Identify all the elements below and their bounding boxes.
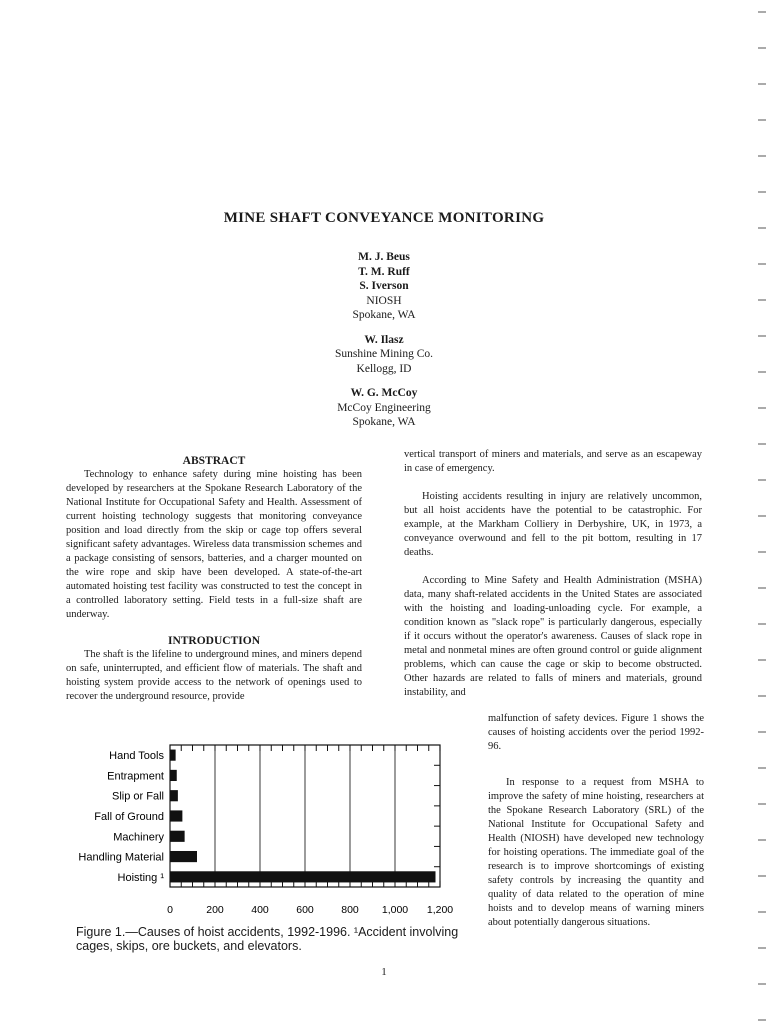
category-label: Slip or Fall bbox=[112, 790, 164, 803]
bar-machinery bbox=[170, 831, 185, 842]
category-label: Handling Material bbox=[78, 851, 164, 864]
bar-fall-of-ground bbox=[170, 810, 182, 821]
paper-title: MINE SHAFT CONVEYANCE MONITORING bbox=[223, 210, 545, 226]
introduction-heading: INTRODUCTION bbox=[167, 635, 260, 647]
category-label: Entrapment bbox=[107, 770, 164, 783]
author-name: W. Ilasz bbox=[364, 333, 404, 346]
right-column bbox=[404, 448, 702, 700]
author-name: M. J. Beus bbox=[358, 251, 410, 263]
scan-edge-marks bbox=[756, 0, 768, 1024]
author-location: Spokane, WA bbox=[352, 309, 416, 321]
figure-caption: Figure 1.—Causes of hoist accidents, 1992-1996. ¹Accident involving cages, skips, ore buckets, and elevators. bbox=[76, 925, 459, 953]
introduction-text: The shaft is the lifeline to underground mines, and miners depend on safe, uninterrupted, and efficient flow of materials. The shaft and hoisting system provide access to the network of openings used to recover the underground resource, provide bbox=[66, 649, 362, 702]
body-paragraph: According to Mine Safety and Health Administration (MSHA) data, many shaft-related accidents in the United States are associated with the hoisting and loading-unloading cycle. For example, a condition known as "slack rope" is particularly dangerous, especially if it occurs without the operator's awareness. Causes of slack rope in metal and nonmetal mines are often ground control or guide alignment problems, which can cause the cage or skip to become obstructed. Other hazards are related to falls of miners and materials, ground instability, and bbox=[404, 575, 702, 698]
author-affiliation: NIOSH bbox=[366, 294, 402, 307]
body-paragraph: vertical transport of miners and materials, and serve as an escapeway in case of emergency. bbox=[404, 449, 702, 474]
author-name: T. M. Ruff bbox=[358, 265, 410, 278]
category-label: Hand Tools bbox=[109, 750, 164, 763]
x-tick-label: 400 bbox=[251, 904, 269, 916]
x-tick-label: 1,000 bbox=[381, 904, 409, 916]
x-tick-label: 1,200 bbox=[426, 904, 454, 916]
author-group-mccoy bbox=[234, 386, 534, 430]
page-number: 1 bbox=[381, 966, 387, 978]
figure-1-chart bbox=[60, 735, 480, 920]
bar-hoisting bbox=[170, 871, 436, 882]
author-group-sunshine bbox=[234, 333, 534, 377]
bar-entrapment bbox=[170, 770, 177, 781]
left-column bbox=[66, 454, 362, 704]
x-tick-label: 200 bbox=[206, 904, 224, 916]
category-label: Machinery bbox=[113, 831, 164, 844]
author-affiliation: McCoy Engineering bbox=[337, 401, 431, 414]
author-location: Spokane, WA bbox=[352, 416, 416, 428]
body-paragraph: malfunction of safety devices. Figure 1 shows the causes of hoisting accidents over the period 1992-96. bbox=[488, 713, 704, 752]
abstract-text: Technology to enhance safety during mine hoisting has been developed by researchers at the Spokane Research Laboratory of the National Institute for Occupational Safety and Health. Assessment of current hoisting technology suggests that monitoring conveyance position and load directly from the skip or cage top offers several significant safety advantages. Wireless data transmission schemes and a package consisting of sensors, batteries, and a charger mounted on the wire rope and skip have been developed. A state-of-the-art automated hoisting test facility was constructed to test the concept in a controlled laboratory setting. Field tests in a full-size shaft are underway. bbox=[66, 469, 362, 620]
author-affiliation: Sunshine Mining Co. bbox=[334, 348, 434, 360]
x-tick-label: 600 bbox=[296, 904, 314, 916]
category-label: Hoisting ¹ bbox=[117, 871, 164, 884]
chart-root bbox=[78, 745, 453, 916]
author-group-niosh bbox=[234, 250, 534, 323]
bar-handling-material bbox=[170, 851, 197, 862]
x-tick-label: 0 bbox=[167, 904, 173, 916]
abstract-heading: ABSTRACT bbox=[182, 455, 246, 467]
author-location: Kellogg, ID bbox=[356, 362, 412, 375]
author-name: W. G. McCoy bbox=[350, 387, 418, 399]
bar-hand-tools bbox=[170, 750, 176, 761]
body-paragraph: Hoisting accidents resulting in injury are relatively uncommon, but all hoist accidents have the potential to be catastrophic. For example, at the Markham Colliery in Derbyshire, UK, in 1973, a conveyance overwound and fell to the pit bottom, resulting in 17 deaths. bbox=[404, 491, 702, 558]
bar-slip-or-fall bbox=[170, 790, 178, 801]
author-block bbox=[234, 250, 534, 440]
x-tick-label: 800 bbox=[341, 904, 359, 916]
right-column-narrow bbox=[488, 712, 704, 930]
author-name: S. Iverson bbox=[359, 280, 409, 292]
body-paragraph: In response to a request from MSHA to improve the safety of mine hoisting, researchers at the Spokane Research Laboratory (SRL) of the National Institute for Occupational Safety and Health (NIOSH) have developed new technology for hoisting operations. The immediate goal of the research is to improve shortcomings of existing safety controls by increasing the quantity and quality of data related to the operation of mine hoists and to develop means of warning miners about potentially dangerous situations. bbox=[488, 777, 704, 928]
category-label: Fall of Ground bbox=[94, 811, 164, 823]
